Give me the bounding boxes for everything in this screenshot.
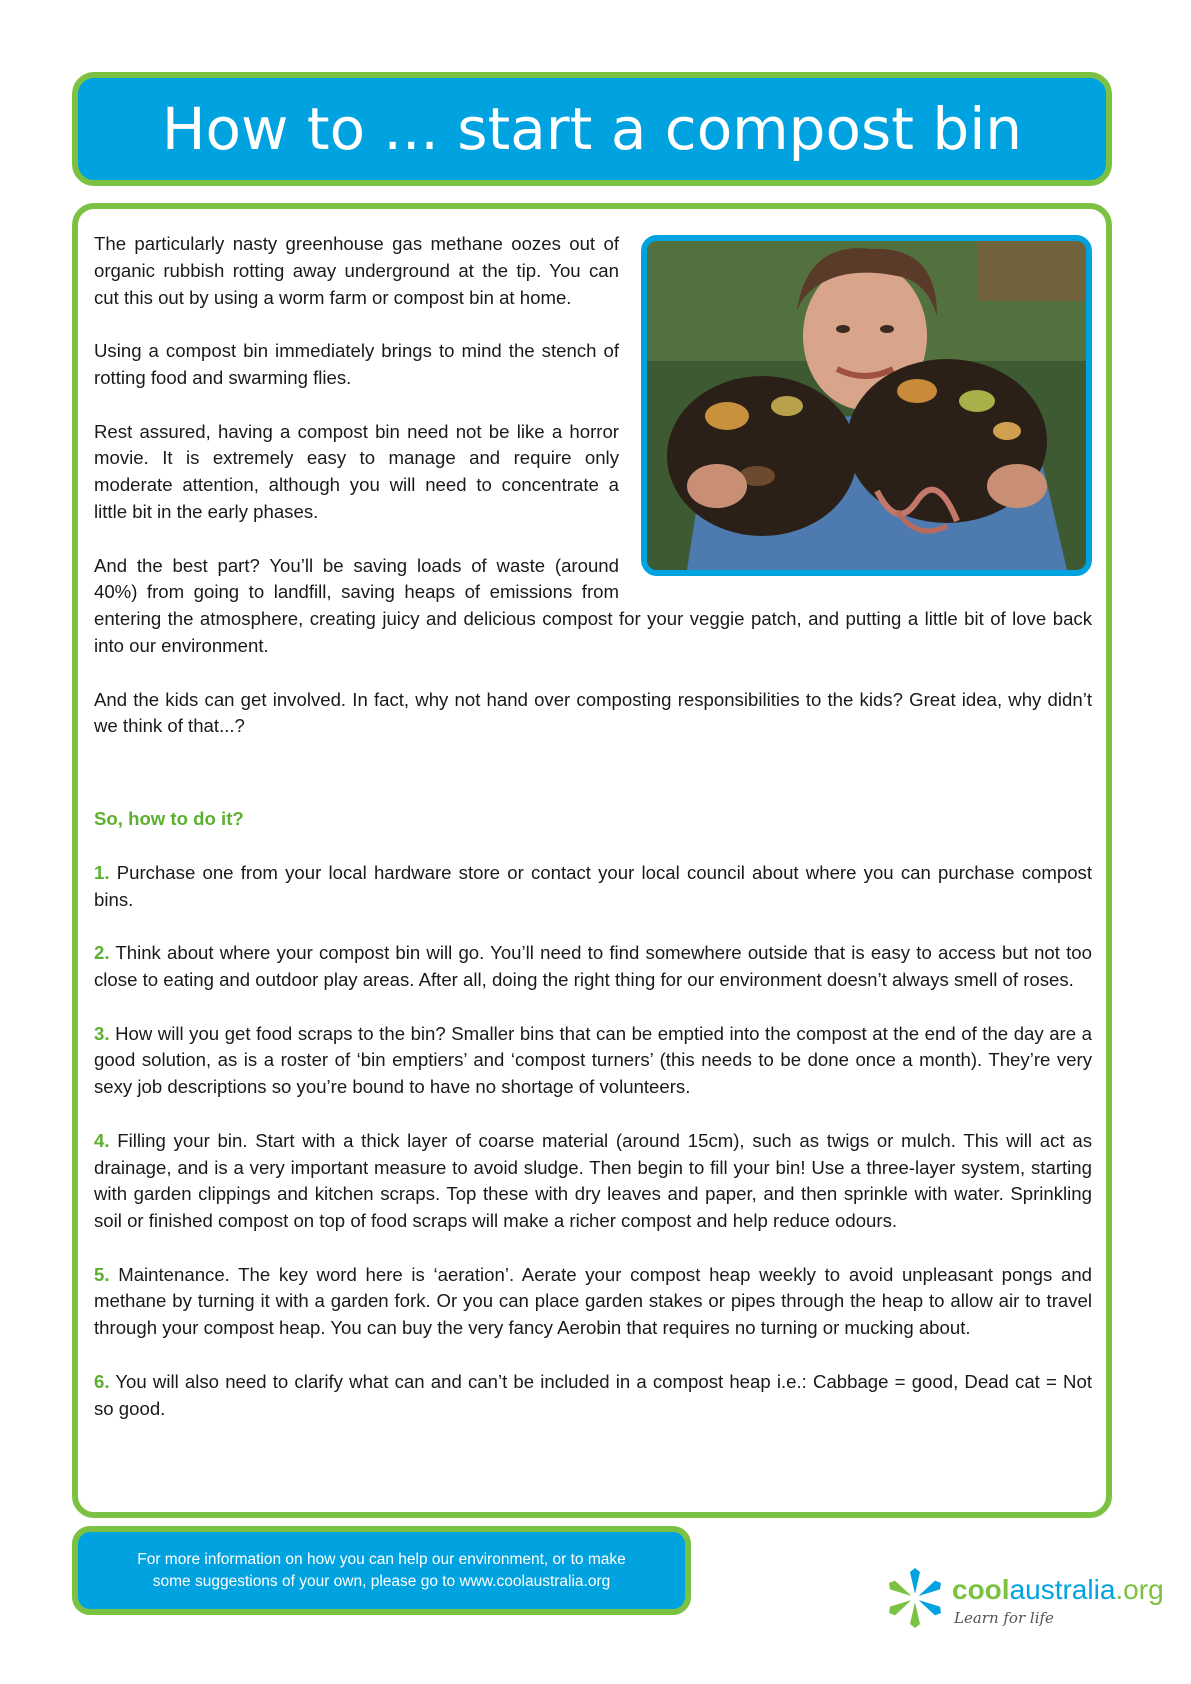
step-item [94,1128,1092,1235]
step-number: 2. [94,942,110,964]
article-body [94,231,1092,1449]
step-number: 4. [94,1129,110,1151]
step-text: Purchase one from your local hardware store or contact your local council about where you can purchase compost bins. [94,861,1092,910]
intro-paragraph-4: And the best part? You’ll be saving loads of waste (around 40%) from going to landfill, saving heaps of emissions from entering the atmosphere, creating juicy and delicious compost for your veggie patch, and putting a little bit of love back into our environment. [94,554,1092,656]
logo-tagline: Learn for life [954,1609,1054,1627]
step-text: You will also need to clarify what can and can’t be included in a compost heap i.e.: Cabbage = good, Dead cat = Not so good. [94,1370,1092,1419]
step-text: Filling your bin. Start with a thick layer of coarse material (around 15cm), such as twigs or mulch. This will act as drainage, and is a very important measure to avoid sludge. Then begin to fill your bin! Use a three-layer system, starting with garden clippings and kitchen scraps. Top these with dry leaves and paper, and then sprinkle with water. Sprinkling soil or finished compost on top of food scraps will make a richer compost and help reduce odours. [94,1129,1093,1232]
intro-paragraph-1: The particularly nasty greenhouse gas methane oozes out of organic rubbish rotting away underground at the tip. You can cut this out by using a worm farm or compost bin at home. [94,233,619,308]
page-title: How to ... start a compost bin [161,95,1023,163]
footer-line-2[interactable]: some suggestions of your own, please go to www.coolaustralia.org [152,1572,611,1590]
step-text: Think about where your compost bin will go. You’ll need to find somewhere outside that is easy to access but not too close to eating and outdoor play areas. After all, doing the right thing for our environment doesn’t always smell of roses. [94,942,1092,990]
step-number: 1. [94,861,110,883]
intro-paragraph-3: Rest assured, having a compost bin need not be like a horror movie. It is extremely easy to manage and require only moderate attention, although you will need to concentrate a little bit in the early phases. [94,420,619,522]
logo-wordmark [952,1575,1164,1605]
coolaustralia-logo[interactable] [884,1567,1164,1647]
step-item [94,1369,1092,1423]
photo-woman-holding-compost [641,235,1092,576]
compost-photo-illustration [647,241,1086,570]
snowflake-logo-icon [884,1567,946,1629]
logo-cool: cool [952,1574,1010,1605]
step-text: Maintenance. The key word here is ‘aeration’. Aerate your compost heap weekly to avoid unpleasant pongs and methane by turning it with a garden fork. Or you can place garden stakes or pipes through the heap to allow air to travel through your compost heap. You can buy the very fancy Aerobin that requires no turning or mucking about. [94,1263,1092,1339]
step-number: 3. [94,1022,110,1044]
step-item [94,1021,1092,1101]
intro-paragraph-5: And the kids can get involved. In fact, why not hand over composting responsibilities to the kids? Great idea, why didn’t we think of that...? [94,688,1092,737]
logo-org: .org [1115,1574,1164,1605]
step-number: 6. [94,1370,110,1392]
step-text: How will you get food scraps to the bin? Smaller bins that can be emptied into the compost at the end of the day are a good solution, as is a roster of ‘bin emptiers’ and ‘compost turners’ (this needs to be done once a month). They’re very sexy job descriptions so you’re bound to have no shortage of volunteers. [94,1022,1092,1098]
footer-info-box [72,1526,691,1615]
step-item [94,860,1092,914]
footer-line-1: For more information on how you can help our environment, or to make [137,1550,626,1568]
title-banner [72,72,1112,186]
step-item [94,1262,1092,1342]
step-number: 5. [94,1263,110,1285]
step-item [94,940,1092,994]
intro-paragraph-2: Using a compost bin immediately brings to mind the stench of rotting food and swarming flies. [94,340,619,388]
steps-heading: So, how to do it? [94,808,244,830]
logo-australia: australia [1009,1574,1116,1605]
